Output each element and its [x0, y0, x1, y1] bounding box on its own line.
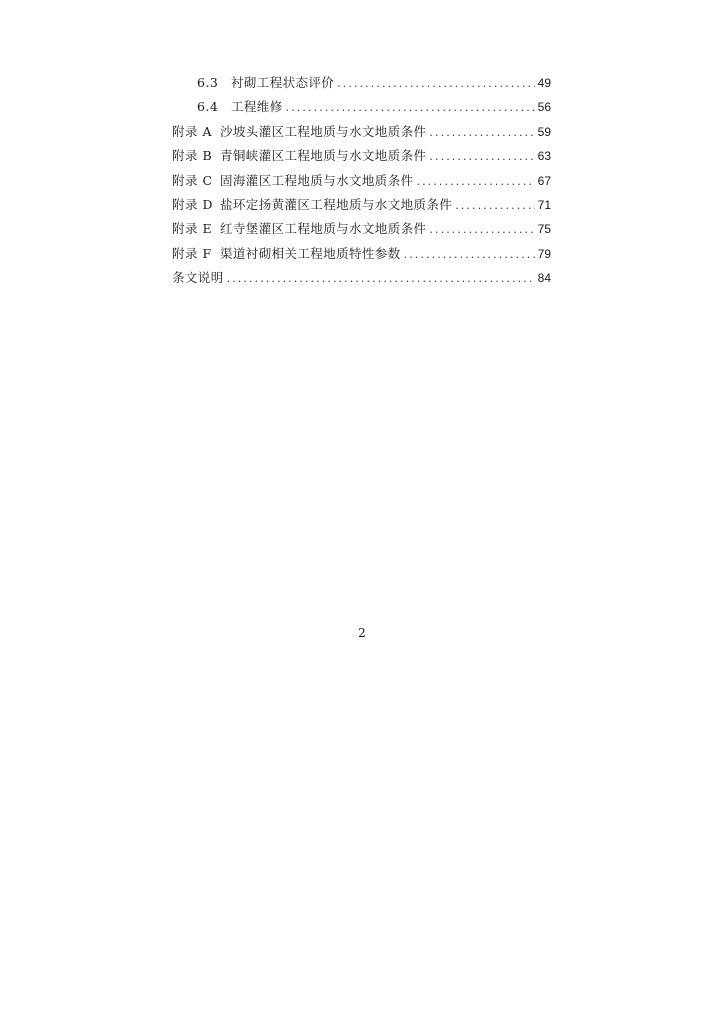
toc-entry-title: 工程维修 [231, 99, 283, 115]
toc-entry-page: 63 [537, 149, 551, 164]
toc-entry-appendix-c[interactable] [172, 169, 551, 193]
toc-dot-leader [429, 145, 534, 169]
toc-entry-number: 附录 E [172, 221, 213, 237]
toc-entry-6-3[interactable] [172, 71, 551, 95]
toc-entry-page: 56 [537, 100, 551, 115]
toc-entry-title: 盐环定扬黄灌区工程地质与水文地质条件 [220, 196, 453, 212]
toc-entry-number: 附录 B [172, 148, 213, 164]
toc-entry-appendix-a[interactable] [172, 120, 551, 144]
toc-entry-page: 67 [537, 173, 551, 188]
toc-entry-number: 附录 A [172, 123, 213, 139]
toc-dot-leader [404, 243, 535, 267]
toc-entry-number: 6.3 [197, 75, 219, 90]
toc-entry-page: 79 [537, 246, 551, 261]
table-of-contents [172, 71, 551, 291]
toc-entry-number: 6.4 [197, 99, 219, 115]
toc-entry-title: 衬砌工程状态评价 [231, 75, 335, 90]
toc-entry-title: 青铜峡灌区工程地质与水文地质条件 [220, 148, 427, 164]
toc-entry-title: 固海灌区工程地质与水文地质条件 [220, 172, 414, 188]
page-number: 2 [358, 626, 366, 640]
toc-entry-title: 条文说明 [172, 270, 224, 286]
toc-dot-leader [455, 194, 534, 218]
toc-dot-leader [417, 170, 535, 194]
toc-entry-title: 渠道衬砌相关工程地质特性参数 [220, 245, 401, 261]
toc-entry-explanation[interactable] [172, 266, 551, 290]
toc-dot-leader [227, 267, 535, 291]
toc-entry-appendix-f[interactable] [172, 242, 551, 266]
toc-entry-number: 附录 C [172, 172, 213, 188]
toc-entry-page: 75 [537, 222, 551, 237]
toc-entry-page: 84 [537, 271, 551, 286]
toc-entry-number: 附录 F [172, 245, 212, 261]
toc-entry-appendix-d[interactable] [172, 193, 551, 217]
toc-entry-page: 71 [537, 197, 551, 212]
toc-entry-appendix-e[interactable] [172, 217, 551, 241]
toc-entry-appendix-b[interactable] [172, 144, 551, 168]
toc-entry-number: 附录 D [172, 196, 213, 212]
toc-entry-page: 49 [537, 76, 551, 90]
toc-dot-leader [337, 72, 534, 96]
toc-dot-leader [429, 218, 534, 242]
toc-dot-leader [286, 96, 535, 120]
toc-entry-title: 红寺堡灌区工程地质与水文地质条件 [220, 221, 427, 237]
toc-entry-page: 59 [537, 124, 551, 139]
toc-entry-title: 沙坡头灌区工程地质与水文地质条件 [220, 123, 427, 139]
toc-entry-6-4[interactable] [172, 95, 551, 119]
toc-dot-leader [429, 121, 534, 145]
